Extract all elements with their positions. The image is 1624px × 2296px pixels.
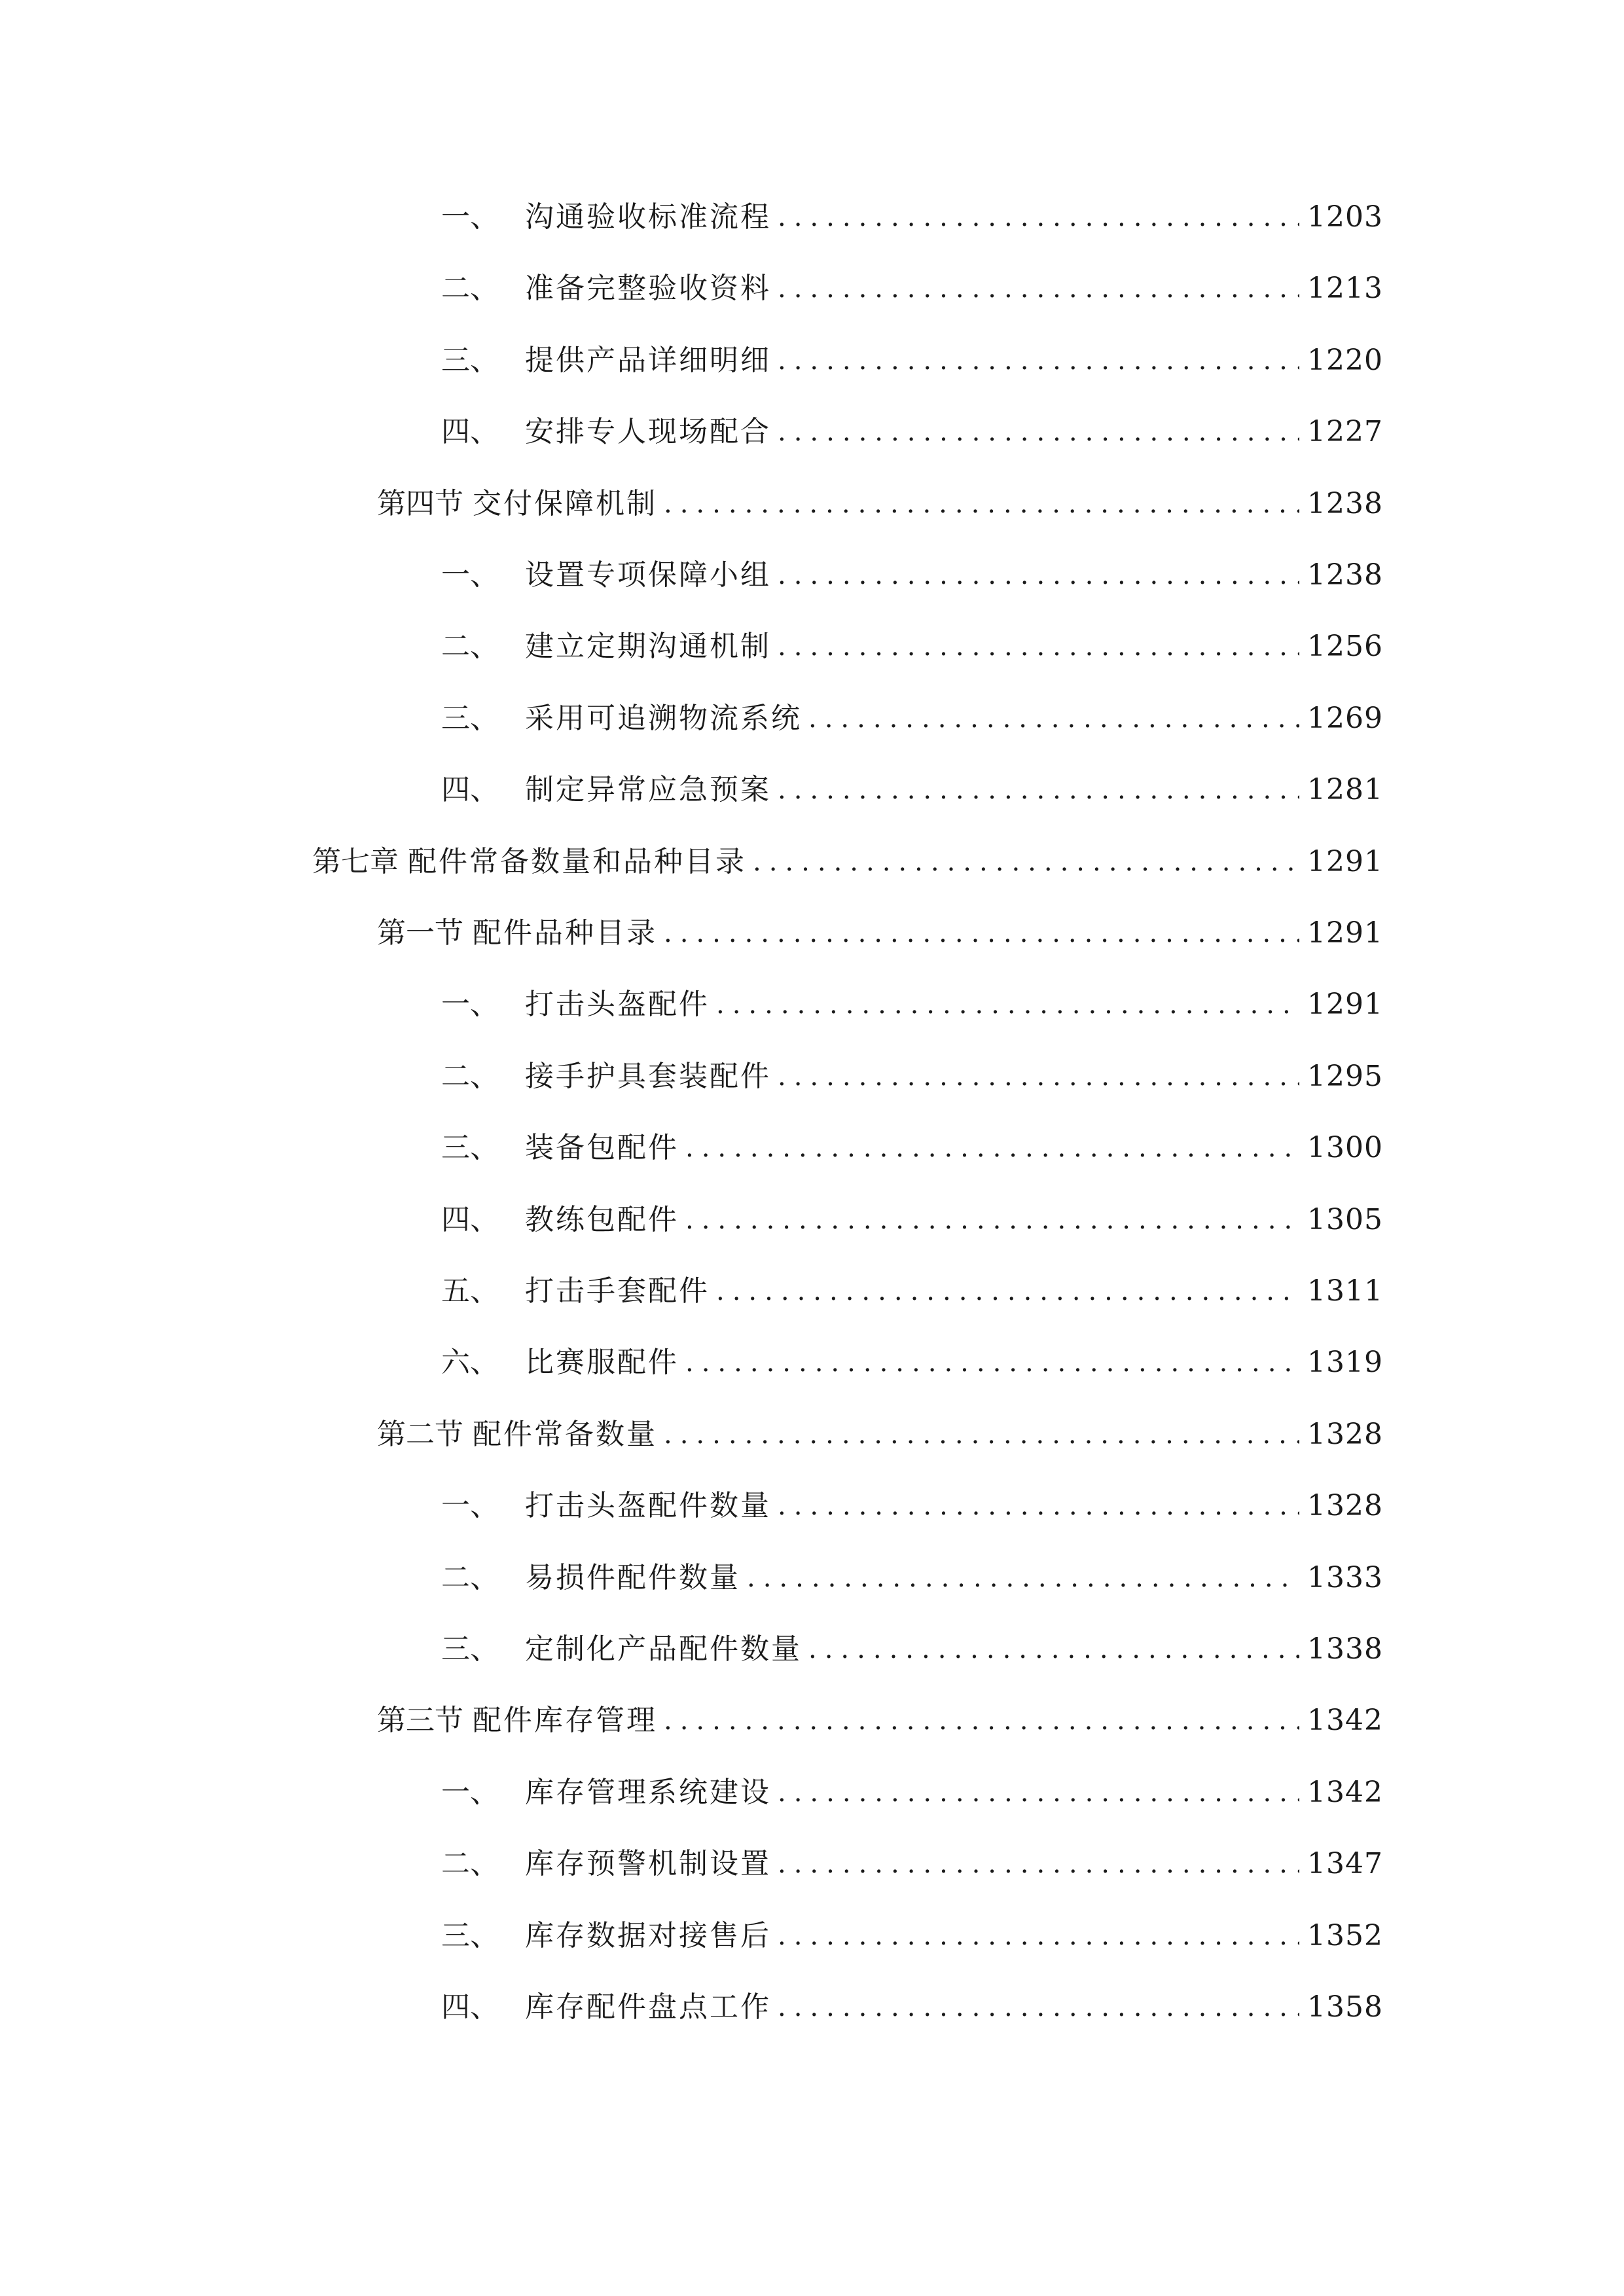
toc-entry-title: 教练包配件: [525, 1203, 679, 1236]
dot-leader: [778, 764, 1299, 816]
toc-entry-page-number: 1269: [1307, 702, 1383, 735]
toc-entry-page-number: 1342: [1307, 1776, 1383, 1809]
toc-entry-page-number: 1220: [1307, 344, 1383, 377]
toc-entry-title: 库存数据对接售后: [525, 1919, 771, 1952]
toc-entry[interactable]: [377, 907, 1383, 960]
toc-entry-numeral: 四、: [441, 1990, 499, 2024]
toc-entry-numeral: 第七章: [312, 845, 399, 878]
toc-entry-title: 打击手套配件: [525, 1274, 710, 1308]
dot-leader: [778, 334, 1299, 387]
toc-entry-numeral: 一、: [441, 1489, 499, 1522]
toc-entry-page-number: 1352: [1307, 1919, 1383, 1952]
dot-leader: [778, 1910, 1299, 1962]
dot-leader: [664, 1695, 1299, 1747]
toc-entry-numeral: 五、: [441, 1274, 499, 1308]
dot-leader: [685, 1194, 1299, 1246]
toc-entry[interactable]: [441, 764, 1383, 816]
toc-entry[interactable]: [441, 1336, 1383, 1389]
toc-entry[interactable]: [377, 478, 1383, 530]
toc-entry-title: 安排专人现场配合: [525, 415, 771, 448]
dot-leader: [808, 1623, 1299, 1676]
toc-entry-numeral: 第三节: [377, 1704, 463, 1737]
toc-entry-page-number: 1238: [1307, 487, 1383, 520]
toc-entry-page-number: 1213: [1307, 272, 1383, 305]
dot-leader: [778, 1838, 1299, 1890]
toc-entry[interactable]: [441, 1122, 1383, 1174]
toc-entry-numeral: 四、: [441, 415, 499, 448]
dot-leader: [778, 1050, 1299, 1103]
toc-entry[interactable]: [312, 836, 1383, 888]
toc-entry-numeral: 三、: [441, 344, 499, 377]
toc-entry[interactable]: [441, 692, 1383, 745]
toc-entry-title: 定制化产品配件数量: [525, 1632, 802, 1666]
dot-leader: [747, 1552, 1299, 1604]
dot-leader: [664, 1408, 1299, 1461]
dot-leader: [716, 1265, 1299, 1318]
toc-entry-numeral: 四、: [441, 773, 499, 806]
toc-entry-numeral: 三、: [441, 702, 499, 735]
toc-entry[interactable]: [377, 1408, 1383, 1461]
dot-leader: [685, 1336, 1299, 1389]
toc-entry-page-number: 1281: [1307, 773, 1383, 806]
toc-entry-page-number: 1328: [1307, 1418, 1383, 1451]
toc-entry[interactable]: [441, 620, 1383, 673]
toc-entry-numeral: 第二节: [377, 1418, 463, 1451]
dot-leader: [778, 620, 1299, 673]
toc-entry-page-number: 1319: [1307, 1346, 1383, 1379]
toc-entry-page-number: 1291: [1307, 988, 1383, 1021]
toc-entry-page-number: 1347: [1307, 1847, 1383, 1880]
toc-entry[interactable]: [441, 549, 1383, 601]
dot-leader: [664, 907, 1299, 960]
toc-entry-page-number: 1311: [1307, 1274, 1383, 1308]
toc-entry-page-number: 1338: [1307, 1632, 1383, 1666]
toc-entry[interactable]: [441, 1480, 1383, 1532]
toc-entry-page-number: 1342: [1307, 1704, 1383, 1737]
toc-entry[interactable]: [441, 1838, 1383, 1890]
toc-entry[interactable]: [441, 262, 1383, 315]
toc-entry-numeral: 四、: [441, 1203, 499, 1236]
toc-entry[interactable]: [441, 191, 1383, 243]
toc-entry-numeral: 一、: [441, 1776, 499, 1809]
toc-entry-numeral: 二、: [441, 1060, 499, 1093]
toc-entry-numeral: 第一节: [377, 916, 463, 950]
toc-entry-numeral: 三、: [441, 1632, 499, 1666]
dot-leader: [778, 1480, 1299, 1532]
dot-leader: [753, 836, 1299, 888]
toc-entry-page-number: 1256: [1307, 630, 1383, 663]
toc-entry-page-number: 1238: [1307, 558, 1383, 592]
toc-entry[interactable]: [441, 978, 1383, 1031]
toc-entry-title: 打击头盔配件数量: [525, 1489, 771, 1522]
toc-entry-title: 设置专项保障小组: [525, 558, 771, 592]
toc-entry-title: 配件品种目录: [473, 916, 657, 950]
toc-entry-title: 打击头盔配件: [525, 988, 710, 1021]
toc-entry-title: 制定异常应急预案: [525, 773, 771, 806]
dot-leader: [808, 692, 1299, 745]
toc-entry-title: 库存配件盘点工作: [525, 1990, 771, 2024]
toc-entry-numeral: 二、: [441, 1847, 499, 1880]
toc-entry-title: 比赛服配件: [525, 1346, 679, 1379]
toc-entry-title: 配件库存管理: [473, 1704, 657, 1737]
toc-entry-page-number: 1305: [1307, 1203, 1383, 1236]
dot-leader: [778, 406, 1299, 458]
toc-entry[interactable]: [441, 1265, 1383, 1318]
toc-entry-title: 库存预警机制设置: [525, 1847, 771, 1880]
toc-entry-numeral: 二、: [441, 272, 499, 305]
toc-entry-numeral: 三、: [441, 1919, 499, 1952]
toc-entry-numeral: 一、: [441, 558, 499, 592]
toc-entry-title: 库存管理系统建设: [525, 1776, 771, 1809]
toc-entry-numeral: 六、: [441, 1346, 499, 1379]
toc-entry-title: 装备包配件: [525, 1131, 679, 1164]
toc-entry-page-number: 1300: [1307, 1131, 1383, 1164]
toc-entry-page-number: 1333: [1307, 1561, 1383, 1594]
dot-leader: [778, 1767, 1299, 1819]
toc-entry[interactable]: [441, 334, 1383, 387]
toc-entry-title: 配件常备数量和品种目录: [408, 845, 746, 878]
dot-leader: [664, 478, 1299, 530]
toc-entry[interactable]: [441, 1767, 1383, 1819]
toc-entry-page-number: 1358: [1307, 1990, 1383, 2024]
toc-entry[interactable]: [377, 1695, 1383, 1747]
toc-entry-numeral: 三、: [441, 1131, 499, 1164]
toc-entry[interactable]: [441, 1623, 1383, 1676]
toc-entry-title: 采用可追溯物流系统: [525, 702, 802, 735]
toc-entry-title: 易损件配件数量: [525, 1561, 740, 1594]
dot-leader: [778, 1981, 1299, 2034]
toc-entry-page-number: 1328: [1307, 1489, 1383, 1522]
dot-leader: [778, 262, 1299, 315]
toc-entry[interactable]: [441, 1910, 1383, 1962]
toc-entry-title: 提供产品详细明细: [525, 344, 771, 377]
toc-entry-numeral: 一、: [441, 200, 499, 234]
dot-leader: [685, 1122, 1299, 1174]
dot-leader: [716, 978, 1299, 1031]
toc-entry-title: 交付保障机制: [473, 487, 657, 520]
toc-entry[interactable]: [441, 406, 1383, 458]
toc-entry-numeral: 第四节: [377, 487, 463, 520]
toc-entry-numeral: 一、: [441, 988, 499, 1021]
toc-entry-title: 准备完整验收资料: [525, 272, 771, 305]
dot-leader: [778, 191, 1299, 243]
toc-entry-title: 沟通验收标准流程: [525, 200, 771, 234]
dot-leader: [778, 549, 1299, 601]
toc-entry-title: 接手护具套装配件: [525, 1060, 771, 1093]
toc-entry-page-number: 1227: [1307, 415, 1383, 448]
toc-entry-title: 建立定期沟通机制: [525, 630, 771, 663]
toc-entry[interactable]: [441, 1194, 1383, 1246]
toc-entry[interactable]: [441, 1050, 1383, 1103]
toc-entry-title: 配件常备数量: [473, 1418, 657, 1451]
toc-entry-page-number: 1295: [1307, 1060, 1383, 1093]
toc-entry-page-number: 1203: [1307, 200, 1383, 234]
toc-entry-page-number: 1291: [1307, 916, 1383, 950]
toc-entry-page-number: 1291: [1307, 845, 1383, 878]
toc-entry-numeral: 二、: [441, 630, 499, 663]
toc-entry[interactable]: [441, 1552, 1383, 1604]
toc-entry[interactable]: [441, 1981, 1383, 2034]
toc-entry-numeral: 二、: [441, 1561, 499, 1594]
